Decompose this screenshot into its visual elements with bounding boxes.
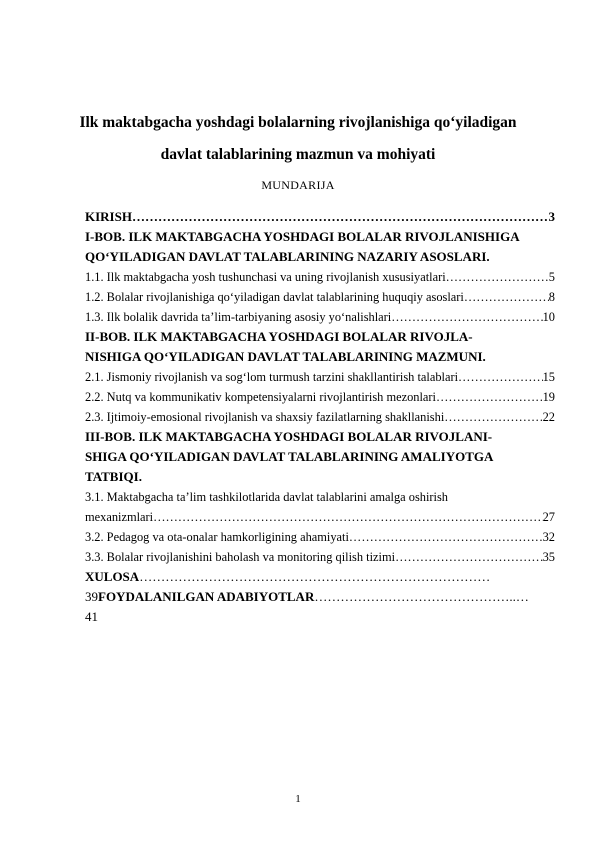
toc-entry-label: 1.1. Ilk maktabgacha yosh tushunchasi va uning rivojlanish xususiyatlari xyxy=(85,270,446,284)
chapter-3-heading-line-2: SHIGA QO‘YILADIGAN DAVLAT TALABLARINING AMALIYOTGA xyxy=(85,449,494,464)
toc-page-number: 35 xyxy=(542,550,555,564)
toc-page-number: 19 xyxy=(542,390,555,404)
toc-leader-dots xyxy=(444,407,542,427)
toc-leader-dots xyxy=(391,307,542,327)
toc-entry xyxy=(85,547,555,567)
toc-page-number: 27 xyxy=(542,510,555,524)
toc-entry xyxy=(85,527,555,547)
toc-entry-label: 2.3. Ijtimoiy-emosional rivojlanish va shaxsiy fazilatlarning shakllanishi xyxy=(85,410,445,424)
table-of-contents xyxy=(85,207,555,627)
toc-page-number: 15 xyxy=(542,370,555,384)
toc-entry-label: 1.2. Bolalar rivojlanishiga qo‘yiladigan davlat talablarining huquqiy asoslari xyxy=(85,290,464,304)
toc-entry-label: 2.1. Jismoniy rivojlanish va sog‘lom turmush tarzini shakllantirish talablari xyxy=(85,370,459,384)
toc-entry-label: 1.3. Ilk bolalik davrida ta’lim-tarbiyaning asosiy yo‘nalishlari xyxy=(85,310,392,324)
toc-entry-label: KIRISH xyxy=(85,209,132,224)
chapter-2-heading-line-1: II-BOB. ILK MAKTABGACHA YOSHDAGI BOLALAR RIVOJLA- xyxy=(85,329,473,344)
toc-entry-3-1-line-2 xyxy=(85,507,555,527)
document-title-line-1: Ilk maktabgacha yoshdagi bolalarning rivojlanishiga qo‘yiladigan xyxy=(79,114,517,131)
page-number: 1 xyxy=(295,793,301,805)
toc-entry xyxy=(85,367,555,387)
chapter-3-heading-line-1: III-BOB. ILK MAKTABGACHA YOSHDAGI BOLALAR RIVOJLANI- xyxy=(85,429,493,444)
toc-page-number: 8 xyxy=(548,290,555,304)
toc-page-number: 22 xyxy=(542,410,555,424)
toc-leader-dots xyxy=(436,387,543,407)
toc-page-number: 39 xyxy=(85,589,98,604)
toc-leader-dots: ………………………………………..… xyxy=(314,589,529,604)
toc-entry-label: 3.3. Bolalar rivojlanishini baholash va monitoring qilish tizimi xyxy=(85,550,396,564)
chapter-1-heading-line-2: QO‘YILADIGAN DAVLAT TALABLARINING NAZARIY ASOSLARI. xyxy=(85,249,490,264)
toc-leader-dots: ……………………………………………………………………… xyxy=(139,569,491,584)
toc-leader-dots xyxy=(464,287,549,307)
chapter-1-heading-line-1: I-BOB. ILK MAKTABGACHA YOSHDAGI BOLALAR RIVOJLANISHIGA xyxy=(85,229,520,244)
toc-leader-dots xyxy=(349,527,543,547)
toc-entry-label: FOYDALANILGAN ADABIYOTLAR xyxy=(98,589,315,604)
toc-entry-3-1-line-1: 3.1. Maktabgacha ta’lim tashkilotlarida davlat talablarini amalga oshirish xyxy=(85,490,449,504)
toc-entry-kirish xyxy=(85,207,555,227)
toc-leader-dots xyxy=(446,267,549,287)
toc-entry xyxy=(85,407,555,427)
chapter-3-heading-line-3: TATBIQI. xyxy=(85,469,142,484)
toc-entry xyxy=(85,387,555,407)
toc-leader-dots xyxy=(132,207,549,227)
toc-page-number: 5 xyxy=(548,270,555,284)
toc-page-number: 32 xyxy=(542,530,555,544)
toc-leader-dots xyxy=(395,547,543,567)
toc-page-number: 3 xyxy=(548,209,555,224)
toc-leader-dots xyxy=(458,367,543,387)
chapter-2-heading-line-2: NISHIGA QO‘YILADIGAN DAVLAT TALABLARINING MAZMUNI. xyxy=(85,349,486,364)
document-title-line-2: davlat talablarining mazmun va mohiyati xyxy=(160,146,436,163)
toc-entry xyxy=(85,267,555,287)
toc-entry xyxy=(85,307,555,327)
toc-entry-adabiyotlar xyxy=(85,587,555,607)
toc-entry-label: 2.2. Nutq va kommunikativ kompetensiyalarni rivojlantirish mezonlari xyxy=(85,390,436,404)
toc-entry xyxy=(85,287,555,307)
toc-entry-xulosa xyxy=(85,567,555,587)
toc-leader-dots xyxy=(153,507,542,527)
toc-entry-label: 3.2. Pedagog va ota-onalar hamkorligining ahamiyati xyxy=(85,530,349,544)
toc-page-number-wrapped: 41 xyxy=(85,609,98,624)
toc-entry-label: mexanizmlari xyxy=(85,510,154,524)
toc-page-number: 10 xyxy=(542,310,555,324)
toc-entry-label: XULOSA xyxy=(85,569,140,584)
contents-heading: MUNDARIJA xyxy=(261,178,335,192)
